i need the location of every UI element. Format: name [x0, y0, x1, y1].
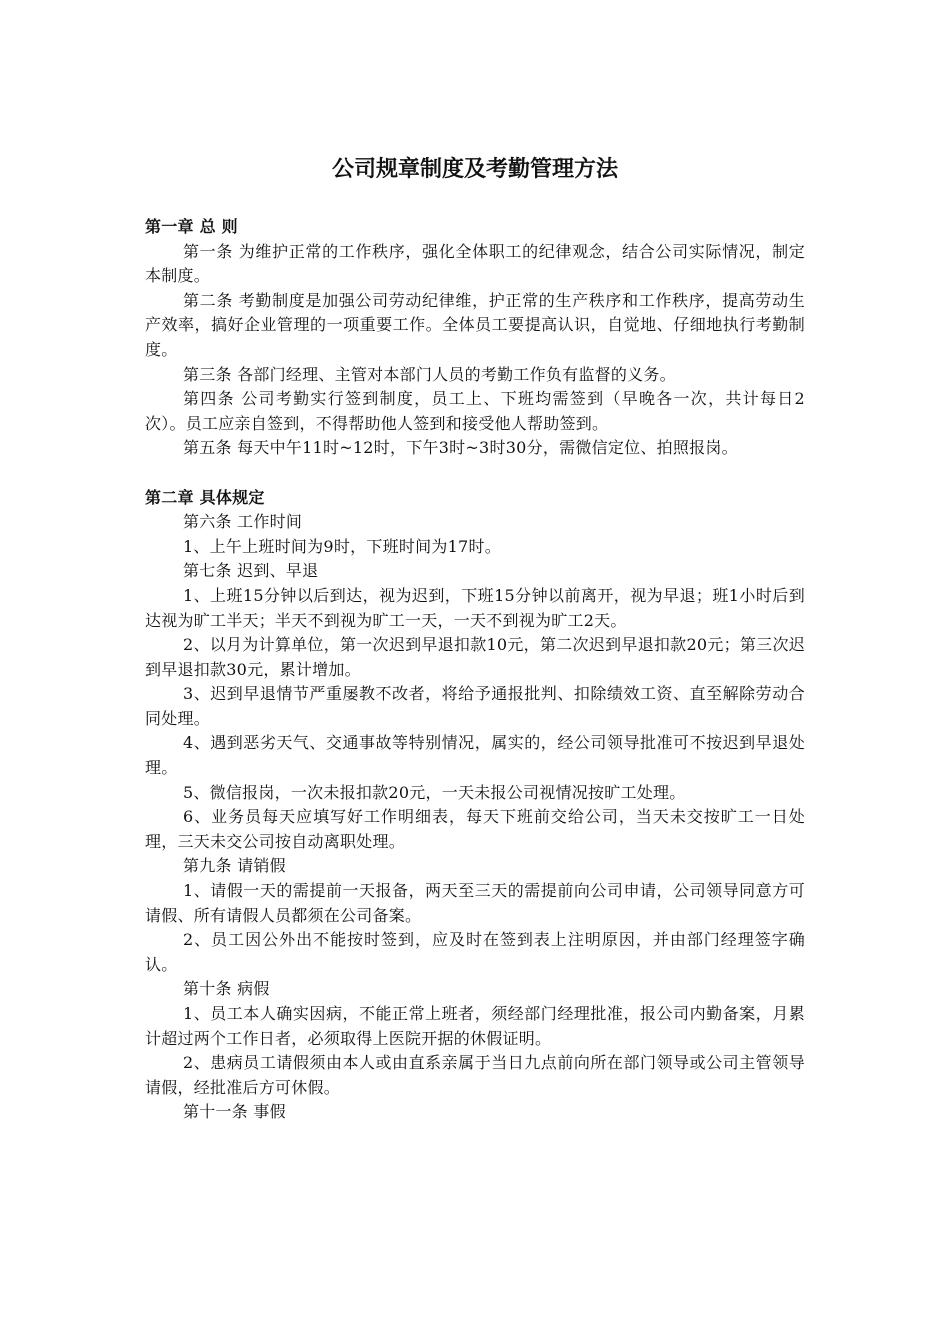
article-6-heading: 第六条 工作时间	[183, 512, 303, 532]
article-7-heading: 第七条 迟到、早退	[183, 561, 319, 581]
article-10-item-2: 2、患病员工请假须由本人或由直系亲属于当日九点前向所在部门领导或公司主管领导请假，经批准后方可休假。	[145, 1053, 805, 1097]
article-7-item-6: 6、业务员每天应填写好工作明细表，每天下班前交给公司，当天未交按旷工一日处理，三天未交公司按自动离职处理。	[145, 807, 805, 851]
article-7-item-2: 2、以月为计算单位，第一次迟到早退扣款10元，第二次迟到早退扣款20元；第三次迟到早退扣款30元，累计增加。	[145, 635, 805, 679]
article-10-heading: 第十条 病假	[183, 979, 270, 999]
article-5: 第五条 每天中午11时~12时，下午3时~3时30分，需微信定位、拍照报岗。	[183, 438, 738, 458]
document-title: 公司规章制度及考勤管理方法	[331, 157, 618, 182]
chapter-1-heading: 第一章 总 则	[145, 217, 238, 236]
chapter-2-heading: 第二章 具体规定	[145, 487, 265, 507]
article-7-item-3: 3、迟到早退情节严重屡教不改者，将给予通报批判、扣除绩效工资、直至解除劳动合同处理。	[145, 684, 805, 728]
article-9-heading: 第九条 请销假	[183, 856, 286, 876]
article-7-item-5: 5、微信报岗，一次未报扣款20元，一天未报公司视情况按旷工处理。	[183, 782, 686, 802]
article-7-item-4: 4、遇到恶劣天气、交通事故等特别情况，属实的，经公司领导批准可不按迟到早退处理。	[145, 733, 805, 778]
document-body	[145, 215, 805, 1125]
article-9-item-1: 1、请假一天的需提前一天报备，两天至三天的需提前向公司申请，公司领导同意方可请假、所有请假人员都须在公司备案。	[145, 881, 805, 925]
article-10-item-1: 1、员工本人确实因病，不能正常上班者，须经部门经理批准，报公司内勤备案，月累计超过两个工作日者，必须取得上医院开据的休假证明。	[145, 1004, 805, 1048]
article-11-heading: 第十一条 事假	[183, 1102, 286, 1122]
section-spacer	[145, 461, 805, 486]
article-2: 第二条 考勤制度是加强公司劳动纪律维，护正常的生产秩序和工作秩序，提高劳动生产效率，搞好企业管理的一项重要工作。全体员工要提高认识，自觉地、仔细地执行考勤制度。	[145, 290, 805, 359]
article-1: 第一条 为维护正常的工作秩序，强化全体职工的纪律观念，结合公司实际情况，制定本制度。	[145, 241, 805, 286]
article-4: 第四条 公司考勤实行签到制度，员工上、下班均需签到（早晚各一次，共计每日2次）。员工应亲自签到，不得帮助他人签到和接受他人帮助签到。	[145, 389, 805, 433]
article-6-item-1: 1、上午上班时间为9时，下班时间为17时。	[183, 536, 501, 556]
article-9-item-2: 2、员工因公外出不能按时签到，应及时在签到表上注明原因，并由部门经理签字确认。	[145, 930, 805, 974]
article-7-item-1: 1、上班15分钟以后到达，视为迟到，下班15分钟以前离开，视为早退；班1小时后到达视为旷工半天；半天不到视为旷工一天，一天不到视为旷工2天。	[145, 585, 805, 630]
article-3: 第三条 各部门经理、主管对本部门人员的考勤工作负有监督的义务。	[183, 364, 676, 384]
